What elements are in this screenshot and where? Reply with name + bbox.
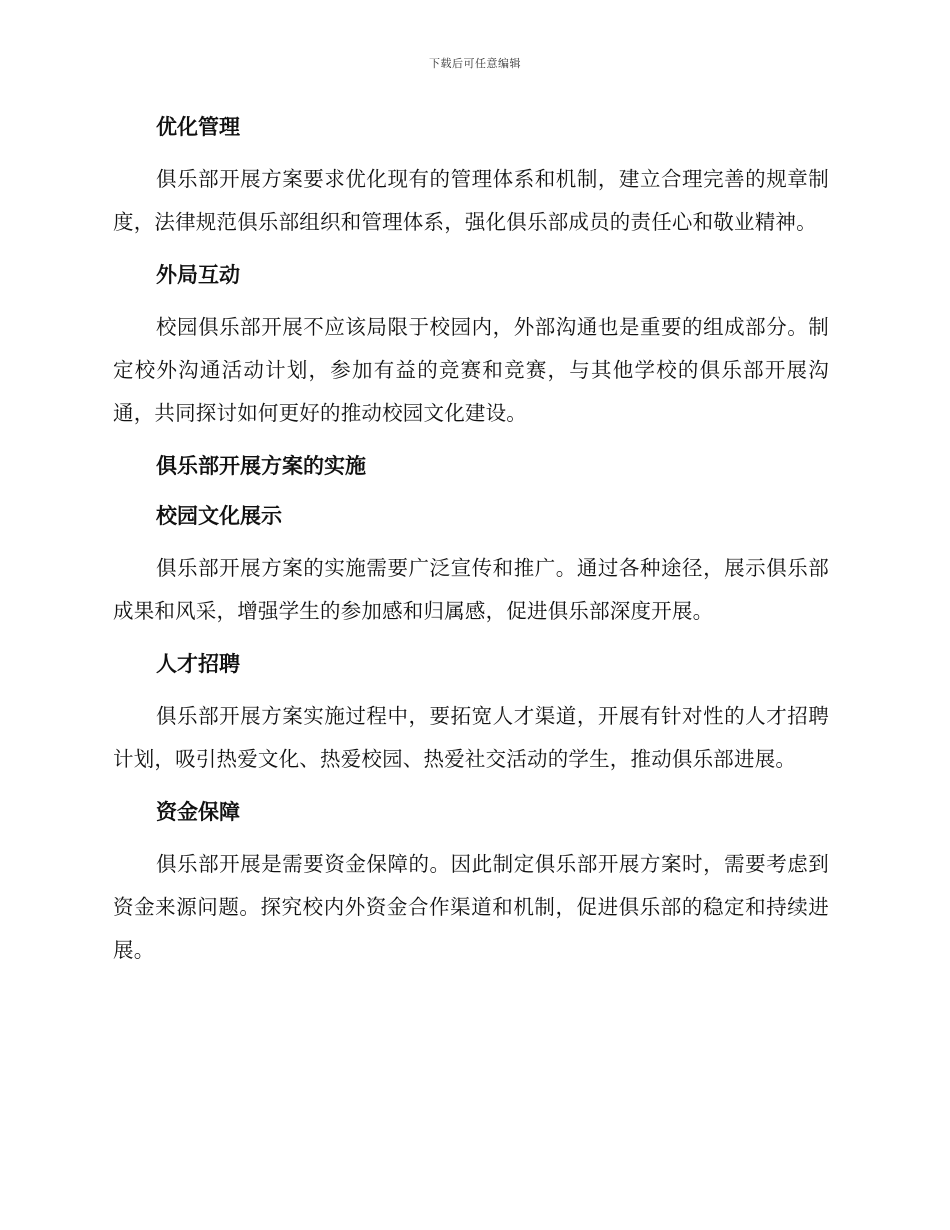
section-heading-optimize-management: 优化管理 (156, 115, 240, 139)
section-heading-campus-culture: 校园文化展示 (156, 504, 282, 528)
section-paragraph-campus-culture: 俱乐部开展方案的实施需要广泛宣传和推广。通过各种途径，展示俱乐部成果和风采，增强学生的参加感和归属感，促进俱乐部深度开展。 (113, 556, 829, 623)
section-paragraph-optimize-management: 俱乐部开展方案要求优化现有的管理体系和机制，建立合理完善的规章制度，法律规范俱乐部组织和管理体系，强化俱乐部成员的责任心和敬业精神。 (113, 167, 829, 234)
document-body (113, 108, 829, 984)
header-note: 下载后可任意编辑 (429, 57, 521, 70)
section-paragraph-funding: 俱乐部开展是需要资金保障的。因此制定俱乐部开展方案时，需要考虑到资金来源问题。探究校内外资金合作渠道和机制，促进俱乐部的稳定和持续进展。 (113, 852, 829, 962)
section-heading-implementation: 俱乐部开展方案的实施 (156, 454, 366, 478)
section-paragraph-talent-recruitment: 俱乐部开展方案实施过程中，要拓宽人才渠道，开展有针对性的人才招聘计划，吸引热爱文化、热爱校园、热爱社交活动的学生，推动俱乐部进展。 (113, 704, 829, 771)
section-heading-talent-recruitment: 人才招聘 (156, 652, 240, 676)
section-heading-funding: 资金保障 (156, 800, 240, 824)
section-paragraph-external-interaction: 校园俱乐部开展不应该局限于校园内，外部沟通也是重要的组成部分。制定校外沟通活动计划，参加有益的竞赛和竞赛，与其他学校的俱乐部开展沟通，共同探讨如何更好的推动校园文化建设。 (113, 315, 829, 425)
section-heading-external-interaction: 外局互动 (156, 263, 240, 287)
